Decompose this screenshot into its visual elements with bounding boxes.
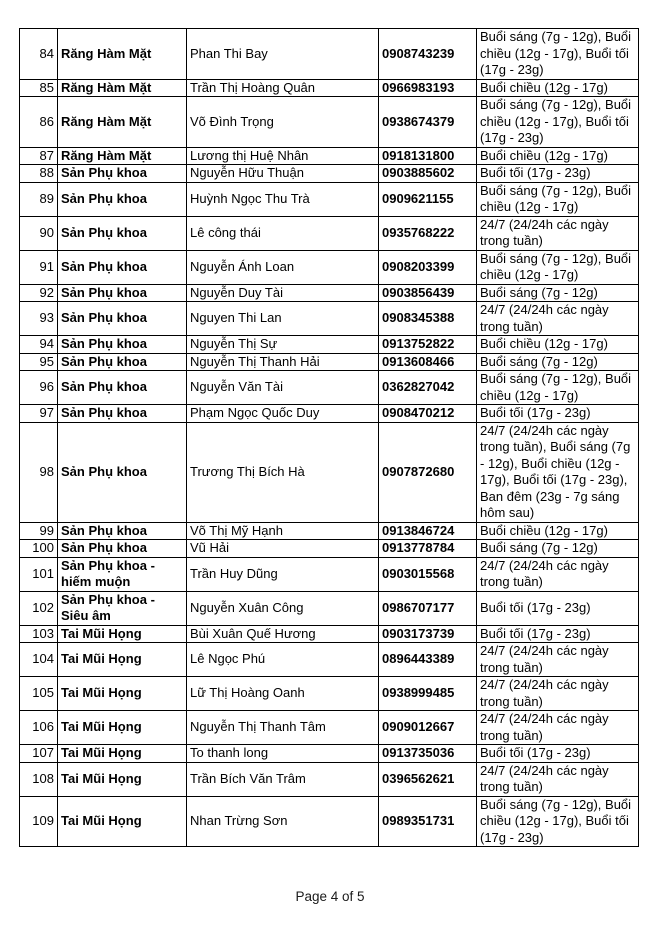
row-number-cell: 99	[20, 522, 58, 540]
doctor-name-cell: Lương thị Huệ Nhân	[187, 147, 379, 165]
row-number-cell: 107	[20, 745, 58, 763]
doctor-name-cell: Nguyễn Hữu Thuận	[187, 165, 379, 183]
table-row	[20, 216, 639, 250]
department-cell: Sản Phụ khoa	[58, 422, 187, 522]
table-row	[20, 557, 639, 591]
department-cell: Sản Phụ khoa	[58, 216, 187, 250]
table-row	[20, 79, 639, 97]
department-cell: Sản Phụ khoa - hiếm muộn	[58, 557, 187, 591]
table-row	[20, 182, 639, 216]
table-row	[20, 405, 639, 423]
department-cell: Sản Phụ khoa	[58, 182, 187, 216]
table-row	[20, 643, 639, 677]
row-number-cell: 92	[20, 284, 58, 302]
row-number-cell: 105	[20, 677, 58, 711]
row-number-cell: 98	[20, 422, 58, 522]
doctor-name-cell: Lê công thái	[187, 216, 379, 250]
doctor-name-cell: Phan Thi Bay	[187, 29, 379, 80]
department-cell: Sản Phụ khoa	[58, 405, 187, 423]
schedule-cell: Buổi chiều (12g - 17g)	[477, 336, 639, 354]
table-row	[20, 745, 639, 763]
department-cell: Sản Phụ khoa	[58, 353, 187, 371]
department-cell: Răng Hàm Mặt	[58, 79, 187, 97]
phone-number-cell: 0903856439	[379, 284, 477, 302]
phone-number-cell: 0918131800	[379, 147, 477, 165]
doctor-name-cell: Nguyễn Duy Tài	[187, 284, 379, 302]
doctor-name-cell: Nguyễn Văn Tài	[187, 371, 379, 405]
department-cell: Tai Mũi Họng	[58, 625, 187, 643]
phone-number-cell: 0913846724	[379, 522, 477, 540]
phone-number-cell: 0913735036	[379, 745, 477, 763]
schedule-cell: Buổi sáng (7g - 12g)	[477, 353, 639, 371]
phone-number-cell: 0903015568	[379, 557, 477, 591]
row-number-cell: 90	[20, 216, 58, 250]
phone-number-cell: 0909012667	[379, 711, 477, 745]
schedule-cell: 24/7 (24/24h các ngày trong tuần)	[477, 643, 639, 677]
department-cell: Tai Mũi Họng	[58, 762, 187, 796]
doctor-name-cell: Bùi Xuân Quế Hương	[187, 625, 379, 643]
row-number-cell: 85	[20, 79, 58, 97]
phone-number-cell: 0913608466	[379, 353, 477, 371]
table-row	[20, 540, 639, 558]
schedule-cell: 24/7 (24/24h các ngày trong tuần)	[477, 302, 639, 336]
phone-number-cell: 0908470212	[379, 405, 477, 423]
phone-number-cell: 0966983193	[379, 79, 477, 97]
department-cell: Sản Phụ khoa - Siêu âm	[58, 591, 187, 625]
table-row	[20, 284, 639, 302]
table-row	[20, 29, 639, 80]
table-row	[20, 165, 639, 183]
department-cell: Sản Phụ khoa	[58, 250, 187, 284]
row-number-cell: 93	[20, 302, 58, 336]
row-number-cell: 95	[20, 353, 58, 371]
department-cell: Tai Mũi Họng	[58, 711, 187, 745]
page-number-footer: Page 4 of 5	[295, 889, 365, 904]
doctor-schedule-table	[19, 28, 639, 847]
row-number-cell: 109	[20, 796, 58, 847]
schedule-cell: Buổi sáng (7g - 12g), Buổi chiều (12g - 17g), Buổi tối (17g - 23g)	[477, 97, 639, 148]
phone-number-cell: 0935768222	[379, 216, 477, 250]
doctor-name-cell: Vũ Hải	[187, 540, 379, 558]
doctor-name-cell: Nguyễn Thị Sự	[187, 336, 379, 354]
doctor-name-cell: Trần Huy Dũng	[187, 557, 379, 591]
schedule-cell: Buổi tối (17g - 23g)	[477, 745, 639, 763]
row-number-cell: 87	[20, 147, 58, 165]
doctor-name-cell: Nguyễn Thị Thanh Tâm	[187, 711, 379, 745]
schedule-cell: Buổi sáng (7g - 12g)	[477, 540, 639, 558]
doctor-name-cell: Trương Thị Bích Hà	[187, 422, 379, 522]
department-cell: Răng Hàm Mặt	[58, 97, 187, 148]
schedule-cell: Buổi tối (17g - 23g)	[477, 165, 639, 183]
row-number-cell: 96	[20, 371, 58, 405]
schedule-cell: 24/7 (24/24h các ngày trong tuần)	[477, 557, 639, 591]
phone-number-cell: 0909621155	[379, 182, 477, 216]
schedule-cell: 24/7 (24/24h các ngày trong tuần)	[477, 216, 639, 250]
table-row	[20, 677, 639, 711]
doctor-name-cell: Phạm Ngọc Quốc Duy	[187, 405, 379, 423]
schedule-cell: Buổi sáng (7g - 12g), Buổi chiều (12g - 17g), Buổi tối (17g - 23g)	[477, 29, 639, 80]
phone-number-cell: 0989351731	[379, 796, 477, 847]
row-number-cell: 106	[20, 711, 58, 745]
table-row	[20, 302, 639, 336]
phone-number-cell: 0913778784	[379, 540, 477, 558]
table-row	[20, 711, 639, 745]
phone-number-cell: 0903173739	[379, 625, 477, 643]
table-row	[20, 796, 639, 847]
doctor-name-cell: To thanh long	[187, 745, 379, 763]
row-number-cell: 108	[20, 762, 58, 796]
table-row	[20, 422, 639, 522]
department-cell: Răng Hàm Mặt	[58, 147, 187, 165]
schedule-cell: 24/7 (24/24h các ngày trong tuần)	[477, 677, 639, 711]
row-number-cell: 94	[20, 336, 58, 354]
table-row	[20, 97, 639, 148]
phone-number-cell: 0908203399	[379, 250, 477, 284]
phone-number-cell: 0907872680	[379, 422, 477, 522]
schedule-cell: Buổi tối (17g - 23g)	[477, 625, 639, 643]
table-row	[20, 371, 639, 405]
phone-number-cell: 0362827042	[379, 371, 477, 405]
table-row	[20, 336, 639, 354]
doctor-name-cell: Võ Đình Trọng	[187, 97, 379, 148]
schedule-cell: Buổi sáng (7g - 12g), Buổi chiều (12g - 17g)	[477, 371, 639, 405]
doctor-table-body	[20, 29, 639, 847]
row-number-cell: 104	[20, 643, 58, 677]
department-cell: Tai Mũi Họng	[58, 745, 187, 763]
department-cell: Tai Mũi Họng	[58, 643, 187, 677]
row-number-cell: 91	[20, 250, 58, 284]
schedule-cell: Buổi tối (17g - 23g)	[477, 591, 639, 625]
schedule-cell: Buổi chiều (12g - 17g)	[477, 522, 639, 540]
department-cell: Sản Phụ khoa	[58, 165, 187, 183]
row-number-cell: 103	[20, 625, 58, 643]
row-number-cell: 100	[20, 540, 58, 558]
phone-number-cell: 0896443389	[379, 643, 477, 677]
doctor-name-cell: Lữ Thị Hoàng Oanh	[187, 677, 379, 711]
row-number-cell: 97	[20, 405, 58, 423]
schedule-cell: Buổi chiều (12g - 17g)	[477, 147, 639, 165]
row-number-cell: 102	[20, 591, 58, 625]
phone-number-cell: 0938999485	[379, 677, 477, 711]
doctor-name-cell: Trần Thị Hoàng Quân	[187, 79, 379, 97]
table-row	[20, 762, 639, 796]
doctor-name-cell: Trần Bích Văn Trâm	[187, 762, 379, 796]
phone-number-cell: 0903885602	[379, 165, 477, 183]
department-cell: Sản Phụ khoa	[58, 284, 187, 302]
phone-number-cell: 0908345388	[379, 302, 477, 336]
schedule-cell: Buổi sáng (7g - 12g), Buổi chiều (12g - 17g)	[477, 182, 639, 216]
schedule-cell: 24/7 (24/24h các ngày trong tuần)	[477, 762, 639, 796]
row-number-cell: 84	[20, 29, 58, 80]
doctor-name-cell: Nguyen Thi Lan	[187, 302, 379, 336]
phone-number-cell: 0913752822	[379, 336, 477, 354]
schedule-cell: Buổi sáng (7g - 12g), Buổi chiều (12g - 17g), Buổi tối (17g - 23g)	[477, 796, 639, 847]
doctor-name-cell: Lê Ngọc Phú	[187, 643, 379, 677]
department-cell: Sản Phụ khoa	[58, 302, 187, 336]
row-number-cell: 86	[20, 97, 58, 148]
schedule-cell: 24/7 (24/24h các ngày trong tuần)	[477, 711, 639, 745]
table-row	[20, 522, 639, 540]
department-cell: Tai Mũi Họng	[58, 796, 187, 847]
doctor-name-cell: Nguyễn Thị Thanh Hải	[187, 353, 379, 371]
table-row	[20, 147, 639, 165]
department-cell: Tai Mũi Họng	[58, 677, 187, 711]
row-number-cell: 89	[20, 182, 58, 216]
doctor-name-cell: Võ Thị Mỹ Hạnh	[187, 522, 379, 540]
schedule-cell: 24/7 (24/24h các ngày trong tuần), Buổi sáng (7g - 12g), Buổi chiều (12g - 17g), Buổi tối (17g - 23g), Ban đêm (23g - 7g sáng hôm sau)	[477, 422, 639, 522]
schedule-cell: Buổi sáng (7g - 12g)	[477, 284, 639, 302]
phone-number-cell: 0908743239	[379, 29, 477, 80]
phone-number-cell: 0938674379	[379, 97, 477, 148]
schedule-cell: Buổi chiều (12g - 17g)	[477, 79, 639, 97]
department-cell: Sản Phụ khoa	[58, 522, 187, 540]
table-row	[20, 591, 639, 625]
department-cell: Sản Phụ khoa	[58, 540, 187, 558]
table-row	[20, 250, 639, 284]
schedule-cell: Buổi tối (17g - 23g)	[477, 405, 639, 423]
doctor-name-cell: Nguyễn Xuân Công	[187, 591, 379, 625]
row-number-cell: 101	[20, 557, 58, 591]
doctor-name-cell: Nguyễn Ánh Loan	[187, 250, 379, 284]
phone-number-cell: 0396562621	[379, 762, 477, 796]
schedule-cell: Buổi sáng (7g - 12g), Buổi chiều (12g - 17g)	[477, 250, 639, 284]
table-row	[20, 625, 639, 643]
department-cell: Răng Hàm Mặt	[58, 29, 187, 80]
row-number-cell: 88	[20, 165, 58, 183]
doctor-name-cell: Huỳnh Ngọc Thu Trà	[187, 182, 379, 216]
doctor-name-cell: Nhan Trừng Sơn	[187, 796, 379, 847]
phone-number-cell: 0986707177	[379, 591, 477, 625]
table-row	[20, 353, 639, 371]
department-cell: Sản Phụ khoa	[58, 371, 187, 405]
department-cell: Sản Phụ khoa	[58, 336, 187, 354]
